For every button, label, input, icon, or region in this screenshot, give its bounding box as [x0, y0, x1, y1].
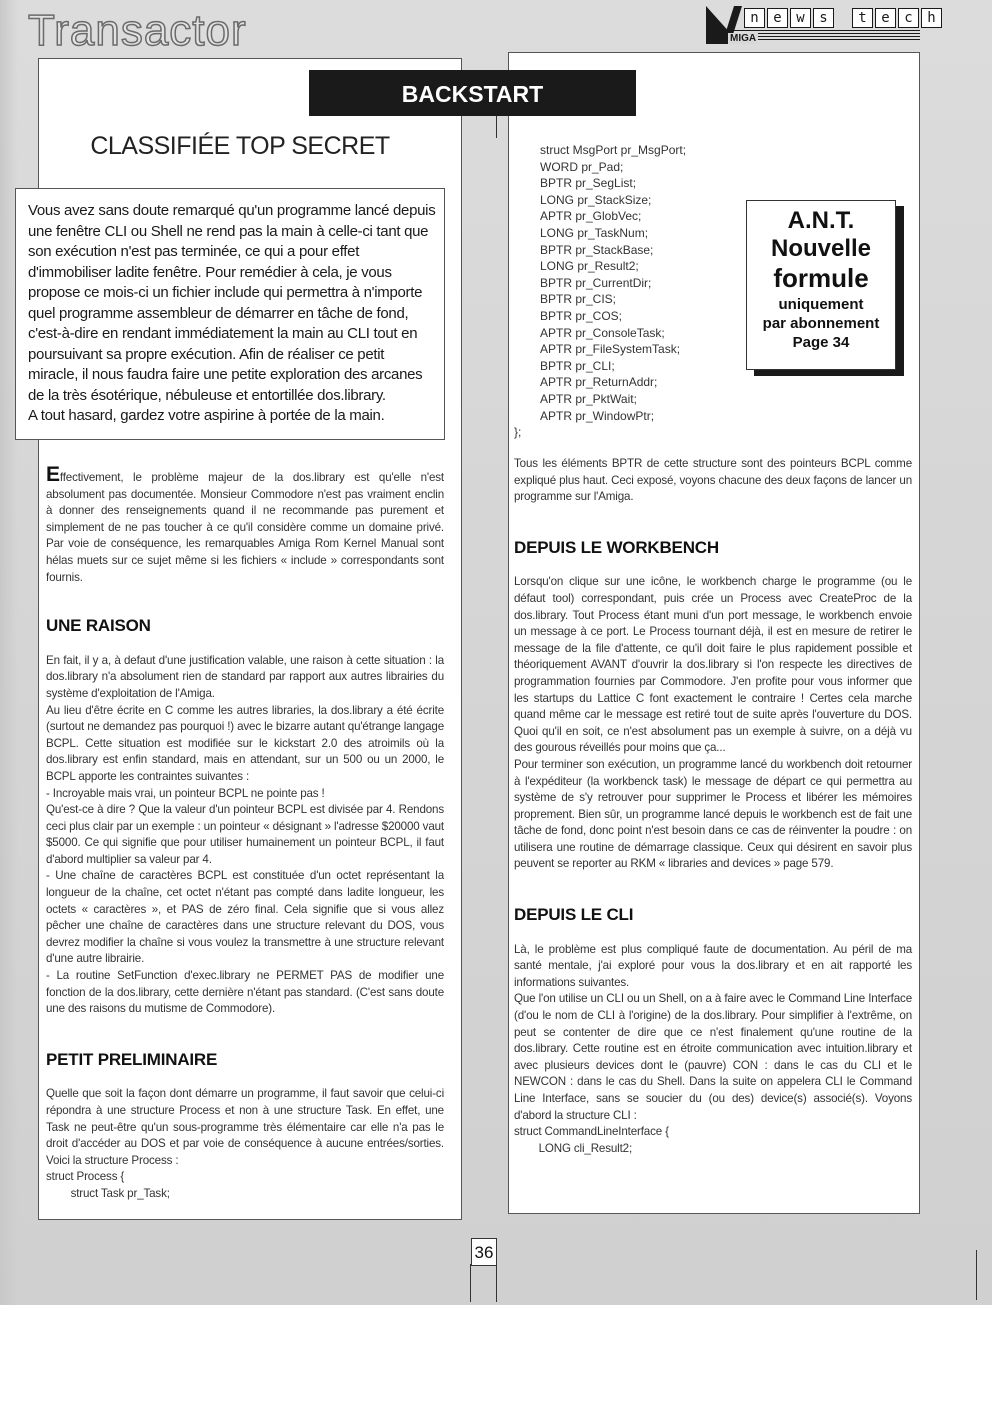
logo-tile: t: [852, 8, 873, 28]
paragraph: En fait, il y a, à defaut d'une justification valable, une raison à cette situation : la dos.library n'a absolument rien de standard par rapport aux autres librairies du système d'exploitation de l'Amiga.: [46, 653, 444, 700]
paragraph: Effectivement, le problème majeur de la dos.library est qu'elle n'est absolument pas documentée. Monsieur Commodore n'est pas vraiment enclin à donner des renseignements quand il ne recommande pas purement et simplement de ne pas toucher à ce qu'il considère comme un domaine privé. Par voie de conséquence, les remarquables Amiga Rom Kernel Manual sont hélas muets sur ce sujet même si les fichiers « include » correspondants sont fournis.: [46, 463, 444, 584]
logo-tile: h: [921, 8, 942, 28]
intro-text: Vous avez sans doute remarqué qu'un programme lancé depuis une fenêtre CLI ou Shell ne rend pas la main à celle-ci tant que son exécution n'est pas terminée, ce qui a pour effet d'immobiliser ladite fenêtre. Pour remédier à cela, je vous propose ce mois-ci un fichier include qui permettra à n'importe quel programme assembleur de démarrer en tâche de fond, c'est-à-dire en rendant immédiatement la main au CLI tout en poursuivant sa propre exécution. Afin de réaliser ce petit miracle, il nous faudra faire une petite exploration des arcanes de la très ésotérique, nébuleuse et entortillée dos.library.: [28, 202, 436, 404]
intro-box: [15, 188, 445, 440]
code-line: APTR pr_ConsoleTask;: [540, 325, 665, 340]
right-body: [514, 456, 912, 1157]
code-line: BPTR pr_CIS;: [540, 292, 617, 307]
paragraph: Quelle que soit la façon dont démarre un programme, il faut savoir que celui-ci répondra à une structure Process et non à une structure Task. En effet, une Task ne peut-être qu'un sous-programme très élémentaire car elle n'a pas le droit d'accéder au DOS et par voie de conséquence à aucune entrées/sorties. Voici la structure Process :: [46, 1087, 444, 1167]
heading-une-raison: UNE RAISON: [46, 616, 151, 636]
code-line: };: [514, 425, 522, 440]
ad-line: uniquement: [778, 296, 864, 313]
paragraph: Au lieu d'être écrite en C comme les autres libraries, la dos.library a été écrite (surtout ne demandez pas pourquoi !) avec le bizarre autant qu'étrange langage BCPL. Cette situation est modifiée sur le kickstart 2.0 des atroimils où la dos.library est enfin standard, mais en attendant, sur un 500 ou un 2000, le BCPL apporte les contraintes suivantes :: [46, 703, 444, 783]
paragraph: Lorsqu'on clique sur une icône, le workbench charge le programme (ou le défaut tool) correspondant, puis crée un Process avec CreateProc de la dos.library. Tout Process étant muni d'un port message, le workbench envoie un message à ce port. Le Process tournant déjà, il est en mesure de retirer le message de la file d'attente, ce qu'il doit faire le plus rapidement possible et théoriquement AVANT d'ouvrir la dos.library si l'on respecte les directives de programmation fournies par Commodore. J'en profite pour vous informer que les startups du Lattice C font exactement le contraire ! Certes cela marche quand même car le message est retiré tout de suite après l'ouverture du DOS. Quoi qu'il en soit, ce n'est absolument pas un exemple à suivre, on a déjà vu des gourous réveillés pour moins que ça...: [514, 575, 912, 755]
code-line: BPTR pr_StackBase;: [540, 242, 654, 257]
code-line: APTR pr_ReturnAddr;: [540, 375, 658, 390]
logo-subtitle: MIGA: [728, 30, 920, 42]
divider: [470, 1264, 471, 1302]
masthead-title: Transactor: [28, 6, 247, 55]
paragraph: Qu'est-ce à dire ? Que la valeur d'un pointeur BCPL est divisée par 4. Rendons ceci plus clair par un exemple : un pointeur « désignant » l'adresse $20000 vaut $5000. Ce qui signifie que pour utiliser humainement un pointeur BCPL, il faut d'abord multiplier sa valeur par 4.: [46, 803, 444, 866]
paragraph: Que l'on utilise un CLI ou un Shell, on a à faire avec le Command Line Interface (d'ou le nom de CLI à l'origine) de la dos.library. Pour simplifier à l'extrême, on peut se contenter de dire que ce n'est finalement qu'une routine de la dos.library. Cette routine est en étroite communication avec intuition.library et avec plusieurs devices dont le (pauvre) CON : dans le cas du CLI et le NEWCON : dans le cas du Shell. Dans la suite on appelera CLI le Command Line Interface, sans se soucier du (ou des) device(s) associé(s). Voyons d'abord la structure CLI :: [514, 992, 912, 1122]
divider: [496, 116, 497, 138]
paragraph: Pour terminer son exécution, un programme lancé du workbench doit retourner à l'expéditeur (la workbenck task) le message de départ ce qui permettra au système de s'y retrouver pour supprimer le Process et libérer les mémoires proprement. Bien sûr, un programme lancé depuis le workbench est de fait une tâche de fond, donc point n'est besoin dans ce cas de réinventer la poudre : on utilisera une routine de démarrage classique. Ceux qui désirent en savoir plus peuvent se reporter au RKM « libraries and devices » page 579.: [514, 757, 912, 871]
ad-line: Page 34: [792, 334, 850, 351]
code-line: BPTR pr_SegList;: [540, 176, 637, 191]
code-line: APTR pr_PktWait;: [540, 391, 637, 406]
code-line: LONG pr_TaskNum;: [540, 225, 649, 240]
code-line: LONG pr_StackSize;: [540, 192, 652, 207]
logo-tile: w: [790, 8, 811, 28]
paragraph: - Incroyable mais vrai, un pointeur BCPL ne pointe pas !: [46, 786, 325, 800]
section-banner: BACKSTART: [309, 70, 636, 116]
code-line: WORD pr_Pad;: [540, 159, 624, 174]
ad-line: formule: [773, 263, 869, 293]
heading-depuis-le-cli: DEPUIS LE CLI: [514, 905, 634, 925]
paragraph: Là, le problème est plus compliqué faute de documentation. Au péril de ma santé mentale, j'ai exploré pour vous la dos.library et en ait rapporté les informations suivantes.: [514, 942, 912, 989]
heading-petit-preliminaire: PETIT PRELIMINAIRE: [46, 1049, 218, 1069]
logo-tile: e: [875, 8, 896, 28]
logo-tile: s: [813, 8, 834, 28]
code-line: BPTR pr_CLI;: [540, 358, 615, 373]
left-body: [46, 463, 444, 1203]
process-structure-code: [514, 142, 734, 441]
paragraph: Tous les éléments BPTR de cette structure sont des pointeurs BCPL comme expliqué plus haut. Ceci exposé, voyons chacune des deux façons de lancer un programme sur l'Amiga.: [514, 457, 912, 504]
code-line: struct Task pr_Task;: [46, 1186, 170, 1200]
logo-tile: c: [898, 8, 919, 28]
code-line: BPTR pr_CurrentDir;: [540, 275, 652, 290]
code-line: BPTR pr_COS;: [540, 308, 623, 323]
amiga-news-tech-logo: [706, 6, 936, 44]
divider: [496, 1264, 497, 1302]
paragraph: - Une chaîne de caractères BCPL est constituée d'un octet représentant la longueur de la chaîne, cet octet n'étant pas compté dans ladite longueur, les octets « caractères », et PAS de zéro final. Cela signifie que si vous allez pêcher une chaîne de caractères dans une structure relevant du DOS, vous devrez modifier la chaîne si vous voulez la transmettre à une structure relevant d'une autre librairie.: [46, 869, 444, 966]
code-line: struct MsgPort pr_MsgPort;: [540, 143, 687, 157]
ad-line: A.N.T.: [787, 207, 855, 234]
code-line: struct CommandLineInterface {: [514, 1125, 669, 1139]
ad-line: par abonnement: [762, 315, 880, 332]
intro-last-line: A tout hasard, gardez votre aspirine à portée de la main.: [28, 407, 385, 424]
divider: [976, 1250, 977, 1300]
logo-tile: e: [767, 8, 788, 28]
dropcap: E: [46, 463, 60, 486]
page-number: 36: [471, 1238, 497, 1266]
code-line: struct Process {: [46, 1170, 125, 1184]
paragraph: - La routine SetFunction d'exec.library ne PERMET PAS de modifier une fonction de la dos.library, cette dernière n'étant pas standard. (C'est sans doute une des raisons du mutisme de Commodore).: [46, 969, 444, 1016]
code-line: LONG pr_Result2;: [540, 259, 639, 274]
ant-advert-box: [746, 200, 896, 370]
ad-line: Nouvelle: [770, 235, 872, 262]
article-title: CLASSIFIÉE TOP SECRET: [90, 132, 390, 160]
heading-depuis-le-workbench: DEPUIS LE WORKBENCH: [514, 537, 719, 557]
code-line: APTR pr_GlobVec;: [540, 209, 642, 224]
code-line: APTR pr_FileSystemTask;: [540, 342, 681, 357]
logo-tile: n: [744, 8, 765, 28]
code-line: APTR pr_WindowPtr;: [540, 408, 655, 423]
logo-tiles: [744, 8, 942, 28]
code-line: LONG cli_Result2;: [514, 1141, 633, 1155]
